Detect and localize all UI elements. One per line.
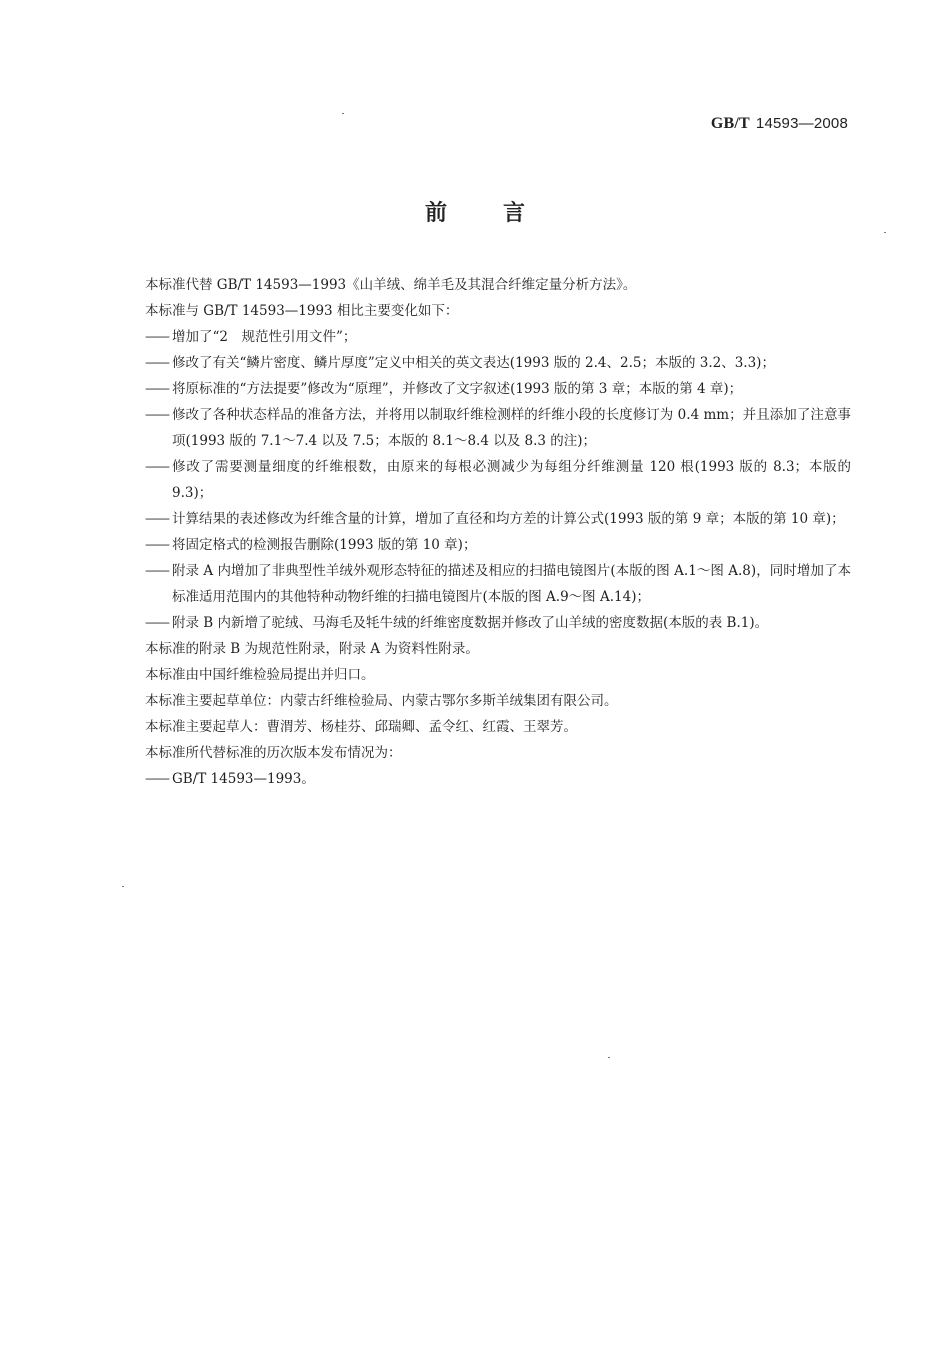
list-item-text: 将原标准的“方法提要”修改为“原理”，并修改了文字叙述(1993 版的第 3 章；本版的第 4 章)； bbox=[172, 381, 743, 397]
list-item bbox=[145, 454, 851, 506]
paragraph-replaces: 本标准代替 GB/T 14593—1993《山羊绒、绵羊毛及其混合纤维定量分析方法》。 bbox=[145, 277, 637, 293]
standard-code bbox=[711, 114, 848, 133]
dash-marker: —— bbox=[145, 459, 168, 475]
list-item-text: 修改了需要测量细度的纤维根数，由原来的每根必测减少为每组分纤维测量 120 根(1993 版的 8.3；本版的 9.3)； bbox=[172, 459, 851, 501]
scan-speck bbox=[122, 886, 124, 887]
paragraph-proposer: 本标准由中国纤维检验局提出并归口。 bbox=[145, 667, 375, 683]
list-item bbox=[145, 766, 851, 792]
list-item bbox=[145, 350, 851, 376]
standard-number: 14593—2008 bbox=[755, 115, 848, 132]
list-item-text: 附录 B 内新增了驼绒、马海毛及牦牛绒的纤维密度数据并修改了山羊绒的密度数据(本版的表 B.1)。 bbox=[172, 615, 769, 631]
dash-marker: —— bbox=[145, 407, 168, 423]
standard-prefix: GB/T bbox=[710, 115, 750, 132]
dash-marker: —— bbox=[145, 381, 168, 397]
scan-speck bbox=[884, 232, 886, 233]
list-item-text: 修改了有关“鳞片密度、鳞片厚度”定义中相关的英文表达(1993 版的 2.4、2.5；本版的 3.2、3.3)； bbox=[172, 355, 775, 371]
list-item bbox=[145, 532, 851, 558]
paragraph-appendix-note: 本标准的附录 B 为规范性附录，附录 A 为资料性附录。 bbox=[145, 641, 479, 657]
paragraph-drafting-units: 本标准主要起草单位：内蒙古纤维检验局、内蒙古鄂尔多斯羊绒集团有限公司。 bbox=[145, 693, 618, 709]
dash-marker: —— bbox=[145, 355, 168, 371]
list-item-text: 增加了“2 规范性引用文件”； bbox=[172, 329, 357, 345]
paragraph-changes-intro: 本标准与 GB/T 14593—1993 相比主要变化如下： bbox=[145, 303, 459, 319]
history-list bbox=[145, 766, 851, 792]
list-item bbox=[145, 610, 851, 636]
list-item-text: 修改了各种状态样品的准备方法，并将用以制取纤维检测样的纤维小段的长度修订为 0.4 mm；并且添加了注意事项(1993 版的 7.1～7.4 以及 7.5；本版的 8.1～8.4 以及 8.3 的注)； bbox=[172, 407, 851, 449]
title-char-2: 言 bbox=[503, 201, 526, 226]
list-item-text: 计算结果的表述修改为纤维含量的计算，增加了直径和均方差的计算公式(1993 版的第 9 章；本版的第 10 章)； bbox=[172, 511, 845, 527]
dash-marker: —— bbox=[145, 329, 168, 345]
title-char-1: 前 bbox=[424, 201, 447, 226]
list-item bbox=[145, 376, 851, 402]
list-item-text: 将固定格式的检测报告删除(1993 版的第 10 章)； bbox=[172, 537, 477, 553]
page-title bbox=[0, 196, 950, 227]
preface-body bbox=[145, 272, 851, 792]
list-item bbox=[145, 506, 851, 532]
list-item bbox=[145, 402, 851, 454]
paragraph-drafters: 本标准主要起草人：曹渭芳、杨桂芬、邱瑞卿、孟令红、红霞、王翠芳。 bbox=[145, 719, 577, 735]
dash-marker: —— bbox=[145, 511, 168, 527]
list-item bbox=[145, 324, 851, 350]
list-item bbox=[145, 558, 851, 610]
list-item-text: GB/T 14593—1993。 bbox=[172, 771, 315, 787]
scan-speck bbox=[608, 1057, 610, 1058]
list-item-text: 附录 A 内增加了非典型性羊绒外观形态特征的描述及相应的扫描电镜图片(本版的图 A.1～图 A.8)，同时增加了本标准适用范围内的其他特种动物纤维的扫描电镜图片(本版的图 A.9～图 A.14)； bbox=[172, 563, 851, 605]
dash-marker: —— bbox=[145, 563, 168, 579]
dash-marker: —— bbox=[145, 771, 168, 787]
paragraph-history-intro: 本标准所代替标准的历次版本发布情况为： bbox=[145, 745, 402, 761]
dash-marker: —— bbox=[145, 537, 168, 553]
scan-speck bbox=[342, 113, 344, 114]
dash-marker: —— bbox=[145, 615, 168, 631]
changes-list bbox=[145, 324, 851, 636]
